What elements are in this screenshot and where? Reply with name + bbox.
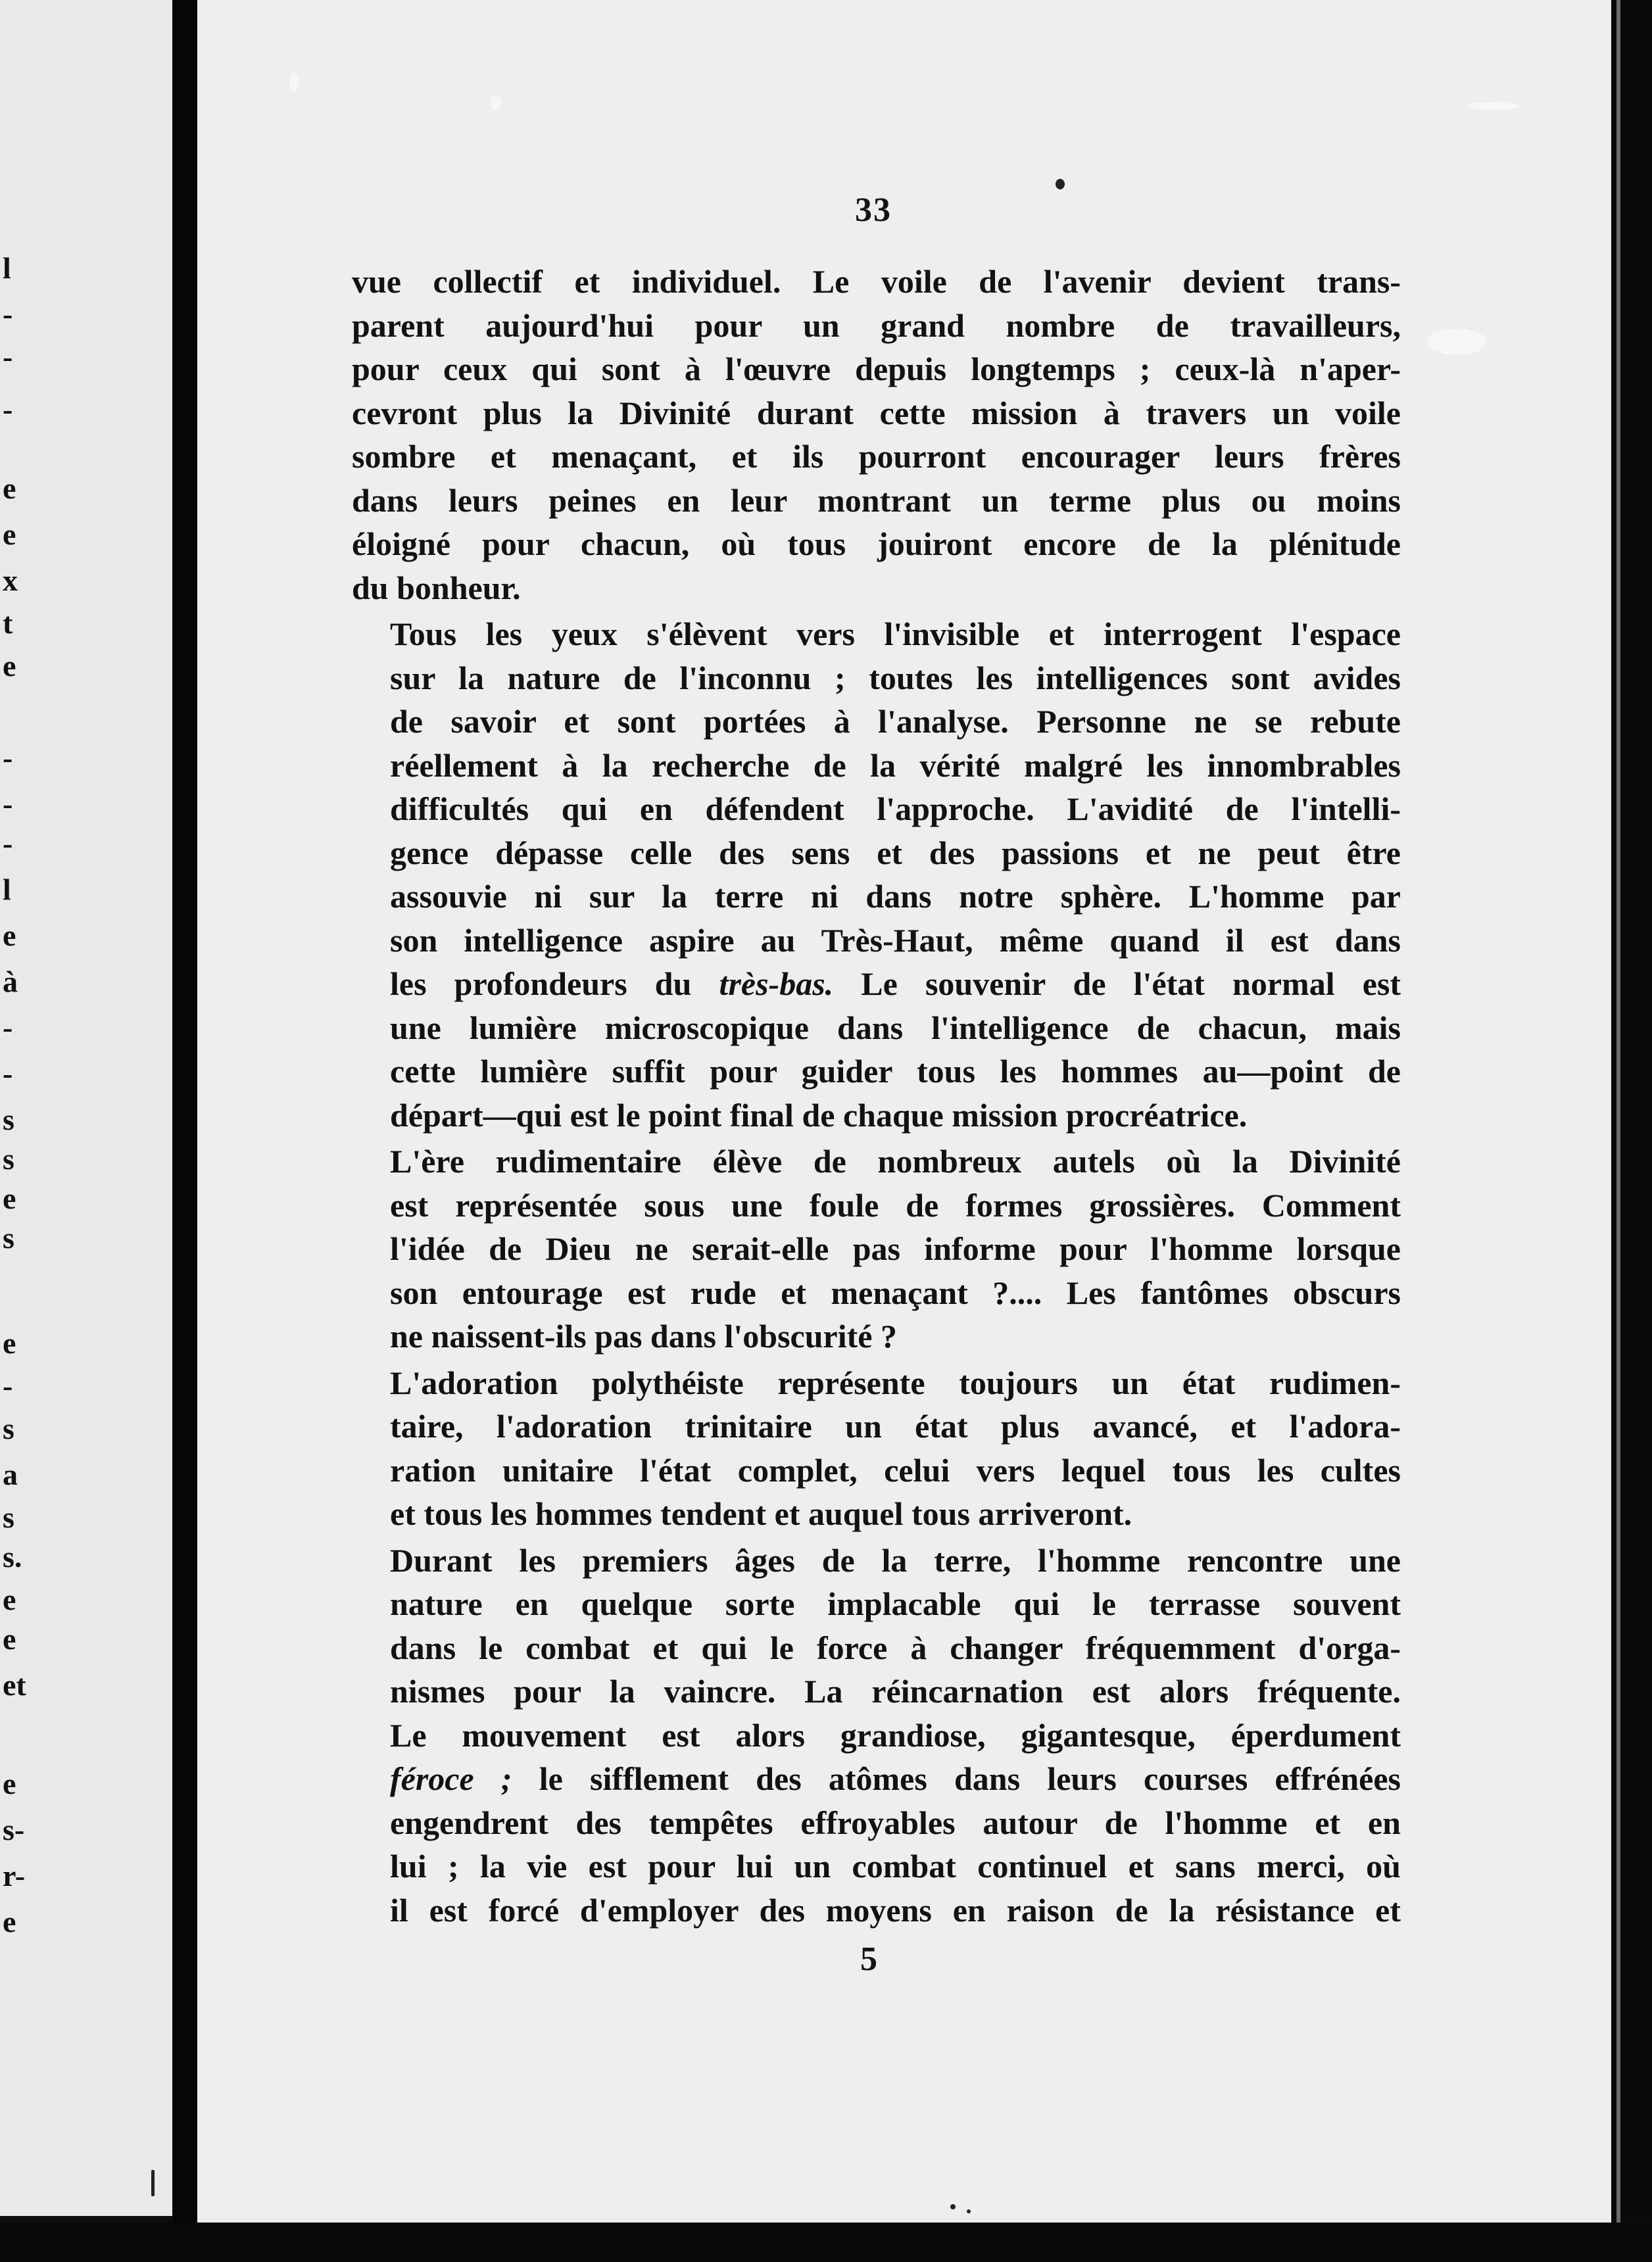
text-line: réellement à la recherche de la vérité malgré les innombrables	[390, 746, 1401, 784]
text-line: ne naissent-ils pas dans l'obscurité ?	[390, 1318, 897, 1355]
text-line: de savoir et sont portées à l'analyse. Personne ne se rebute	[390, 703, 1401, 740]
signature-mark: 5	[860, 1940, 877, 1978]
margin-char: e	[3, 1767, 16, 1800]
text-line: pour ceux qui sont à l'œuvre depuis longtemps ; ceux-là n'aper-	[352, 350, 1401, 387]
italic-word: féroce ;	[390, 1760, 512, 1797]
margin-char: s	[3, 1501, 14, 1534]
margin-char: l	[3, 251, 11, 285]
margin-char: -	[3, 1369, 13, 1403]
text-line: parent aujourd'hui pour un grand nombre de travailleurs,	[352, 306, 1401, 344]
margin-char: s	[3, 1412, 14, 1445]
text-line	[390, 962, 1401, 1006]
text-line: départ—qui est le point final de chaque mission procréatrice.	[390, 1096, 1248, 1134]
text-line: dans leurs peines en leur montrant un terme plus ou moins	[352, 481, 1401, 519]
margin-char: e	[3, 919, 16, 952]
margin-char: -	[3, 393, 13, 426]
text-line: engendrent des tempêtes effroyables autour de l'homme et en	[390, 1804, 1401, 1841]
text-line: Durant les premiers âges de la terre, l'homme rencontre une	[390, 1541, 1401, 1579]
text-line: Tous les yeux s'élèvent vers l'invisible et interrogent l'espace	[390, 615, 1401, 652]
margin-char: -	[3, 827, 13, 860]
text-line: vue collectif et individuel. Le voile de l'avenir devient trans-	[352, 263, 1401, 300]
margin-char: e	[3, 1326, 16, 1360]
margin-char: -	[3, 340, 13, 373]
text-line: il est forcé d'employer des moyens en raison de la résistance et	[390, 1891, 1401, 1929]
text-line: sombre et menaçant, et ils pourront encourager leurs frères	[352, 438, 1401, 475]
margin-char: e	[3, 1182, 16, 1215]
text-line: est représentée sous une foule de formes grossières. Comment	[390, 1186, 1401, 1224]
margin-char: l	[3, 873, 11, 906]
text-line: gence dépasse celle des sens et des passions et ne peut être	[390, 834, 1401, 871]
margin-char: -	[3, 741, 13, 775]
text-line: et tous les hommes tendent et auquel tous arriveront.	[390, 1495, 1132, 1532]
text-line: l'idée de Dieu ne serait-elle pas informe pour l'homme lorsque	[390, 1230, 1401, 1267]
text-line: nismes pour la vaincre. La réincarnation est alors fréquente.	[390, 1673, 1401, 1710]
text-line: difficultés qui en défendent l'approche. L'avidité de l'intelli-	[390, 790, 1401, 827]
margin-char: e	[3, 517, 16, 551]
book-gutter	[172, 0, 197, 2262]
text-line: nature en quelque sorte implacable qui le terrasse souvent	[390, 1585, 1401, 1622]
text-segment: Le souvenir de l'état normal est	[861, 965, 1401, 1002]
margin-char: s	[3, 1103, 14, 1136]
scan-bottom-border	[0, 2223, 1652, 2262]
text-line: L'adoration polythéiste représente toujours un état rudimen-	[390, 1364, 1401, 1401]
margin-char: -	[3, 297, 13, 331]
text-line: sur la nature de l'inconnu ; toutes les intelligences sont avides	[390, 659, 1401, 696]
text-line: son entourage est rude et menaçant ?.... Les fantômes obscurs	[390, 1274, 1401, 1311]
text-line: Le mouvement est alors grandiose, gigantesque, éperdument	[390, 1716, 1401, 1754]
text-line: cette lumière suffit pour guider tous les hommes au—point de	[390, 1053, 1401, 1090]
margin-char: e	[3, 471, 16, 505]
body-text	[352, 260, 1401, 1932]
margin-char: -	[3, 1057, 13, 1090]
margin-char: t	[3, 606, 13, 640]
margin-char: a	[3, 1458, 18, 1491]
margin-char: et	[3, 1668, 26, 1702]
text-line: dans le combat et qui le force à changer fréquemment d'orga-	[390, 1629, 1401, 1666]
text-segment: le sifflement des atômes dans leurs courses effrénées	[539, 1760, 1401, 1797]
margin-char: e	[3, 1583, 16, 1616]
page-right-edge	[1611, 0, 1652, 2262]
text-line: L'ère rudimentaire élève de nombreux autels où la Divinité	[390, 1143, 1401, 1180]
text-line: du bonheur.	[352, 569, 521, 606]
text-line: son intelligence aspire au Très-Haut, même quand il est dans	[390, 921, 1401, 959]
margin-char: s.	[3, 1540, 22, 1574]
page-number: 33	[855, 191, 892, 229]
margin-char: à	[3, 965, 18, 998]
text-line: assouvie ni sur la terre ni dans notre sphère. L'homme par	[390, 878, 1401, 915]
margin-char: s	[3, 1142, 14, 1176]
paragraph-1	[352, 260, 1401, 610]
margin-char: r-	[3, 1859, 26, 1892]
text-line: ration unitaire l'état complet, celui vers lequel tous les cultes	[390, 1451, 1401, 1489]
margin-char: e	[3, 1905, 16, 1938]
margin-char: -	[3, 1011, 13, 1044]
text-line: éloigné pour chacun, où tous jouiront encore de la plénitude	[352, 525, 1401, 562]
italic-phrase: très-bas.	[719, 965, 834, 1002]
text-line: taire, l'adoration trinitaire un état plus avancé, et l'adora-	[390, 1408, 1401, 1445]
paragraph-3	[352, 1140, 1401, 1359]
margin-char: x	[3, 564, 18, 597]
text-line: une lumière microscopique dans l'intelligence de chacun, mais	[390, 1009, 1401, 1046]
paragraph-2	[352, 612, 1401, 1137]
margin-char: s	[3, 1221, 14, 1255]
margin-char: e	[3, 649, 16, 683]
facing-page-edge	[0, 0, 172, 2216]
paragraph-5	[352, 1539, 1401, 1933]
text-line	[390, 1757, 1401, 1801]
margin-char: e	[3, 1622, 16, 1656]
text-line: cevront plus la Divinité durant cette mission à travers un voile	[352, 394, 1401, 431]
facing-page-margin-text	[0, 0, 26, 2216]
margin-char: s-	[3, 1813, 25, 1846]
text-segment: les profondeurs du	[390, 965, 692, 1002]
paragraph-4	[352, 1361, 1401, 1536]
text-line: lui ; la vie est pour lui un combat continuel et sans merci, où	[390, 1848, 1401, 1885]
margin-char: -	[3, 787, 13, 821]
